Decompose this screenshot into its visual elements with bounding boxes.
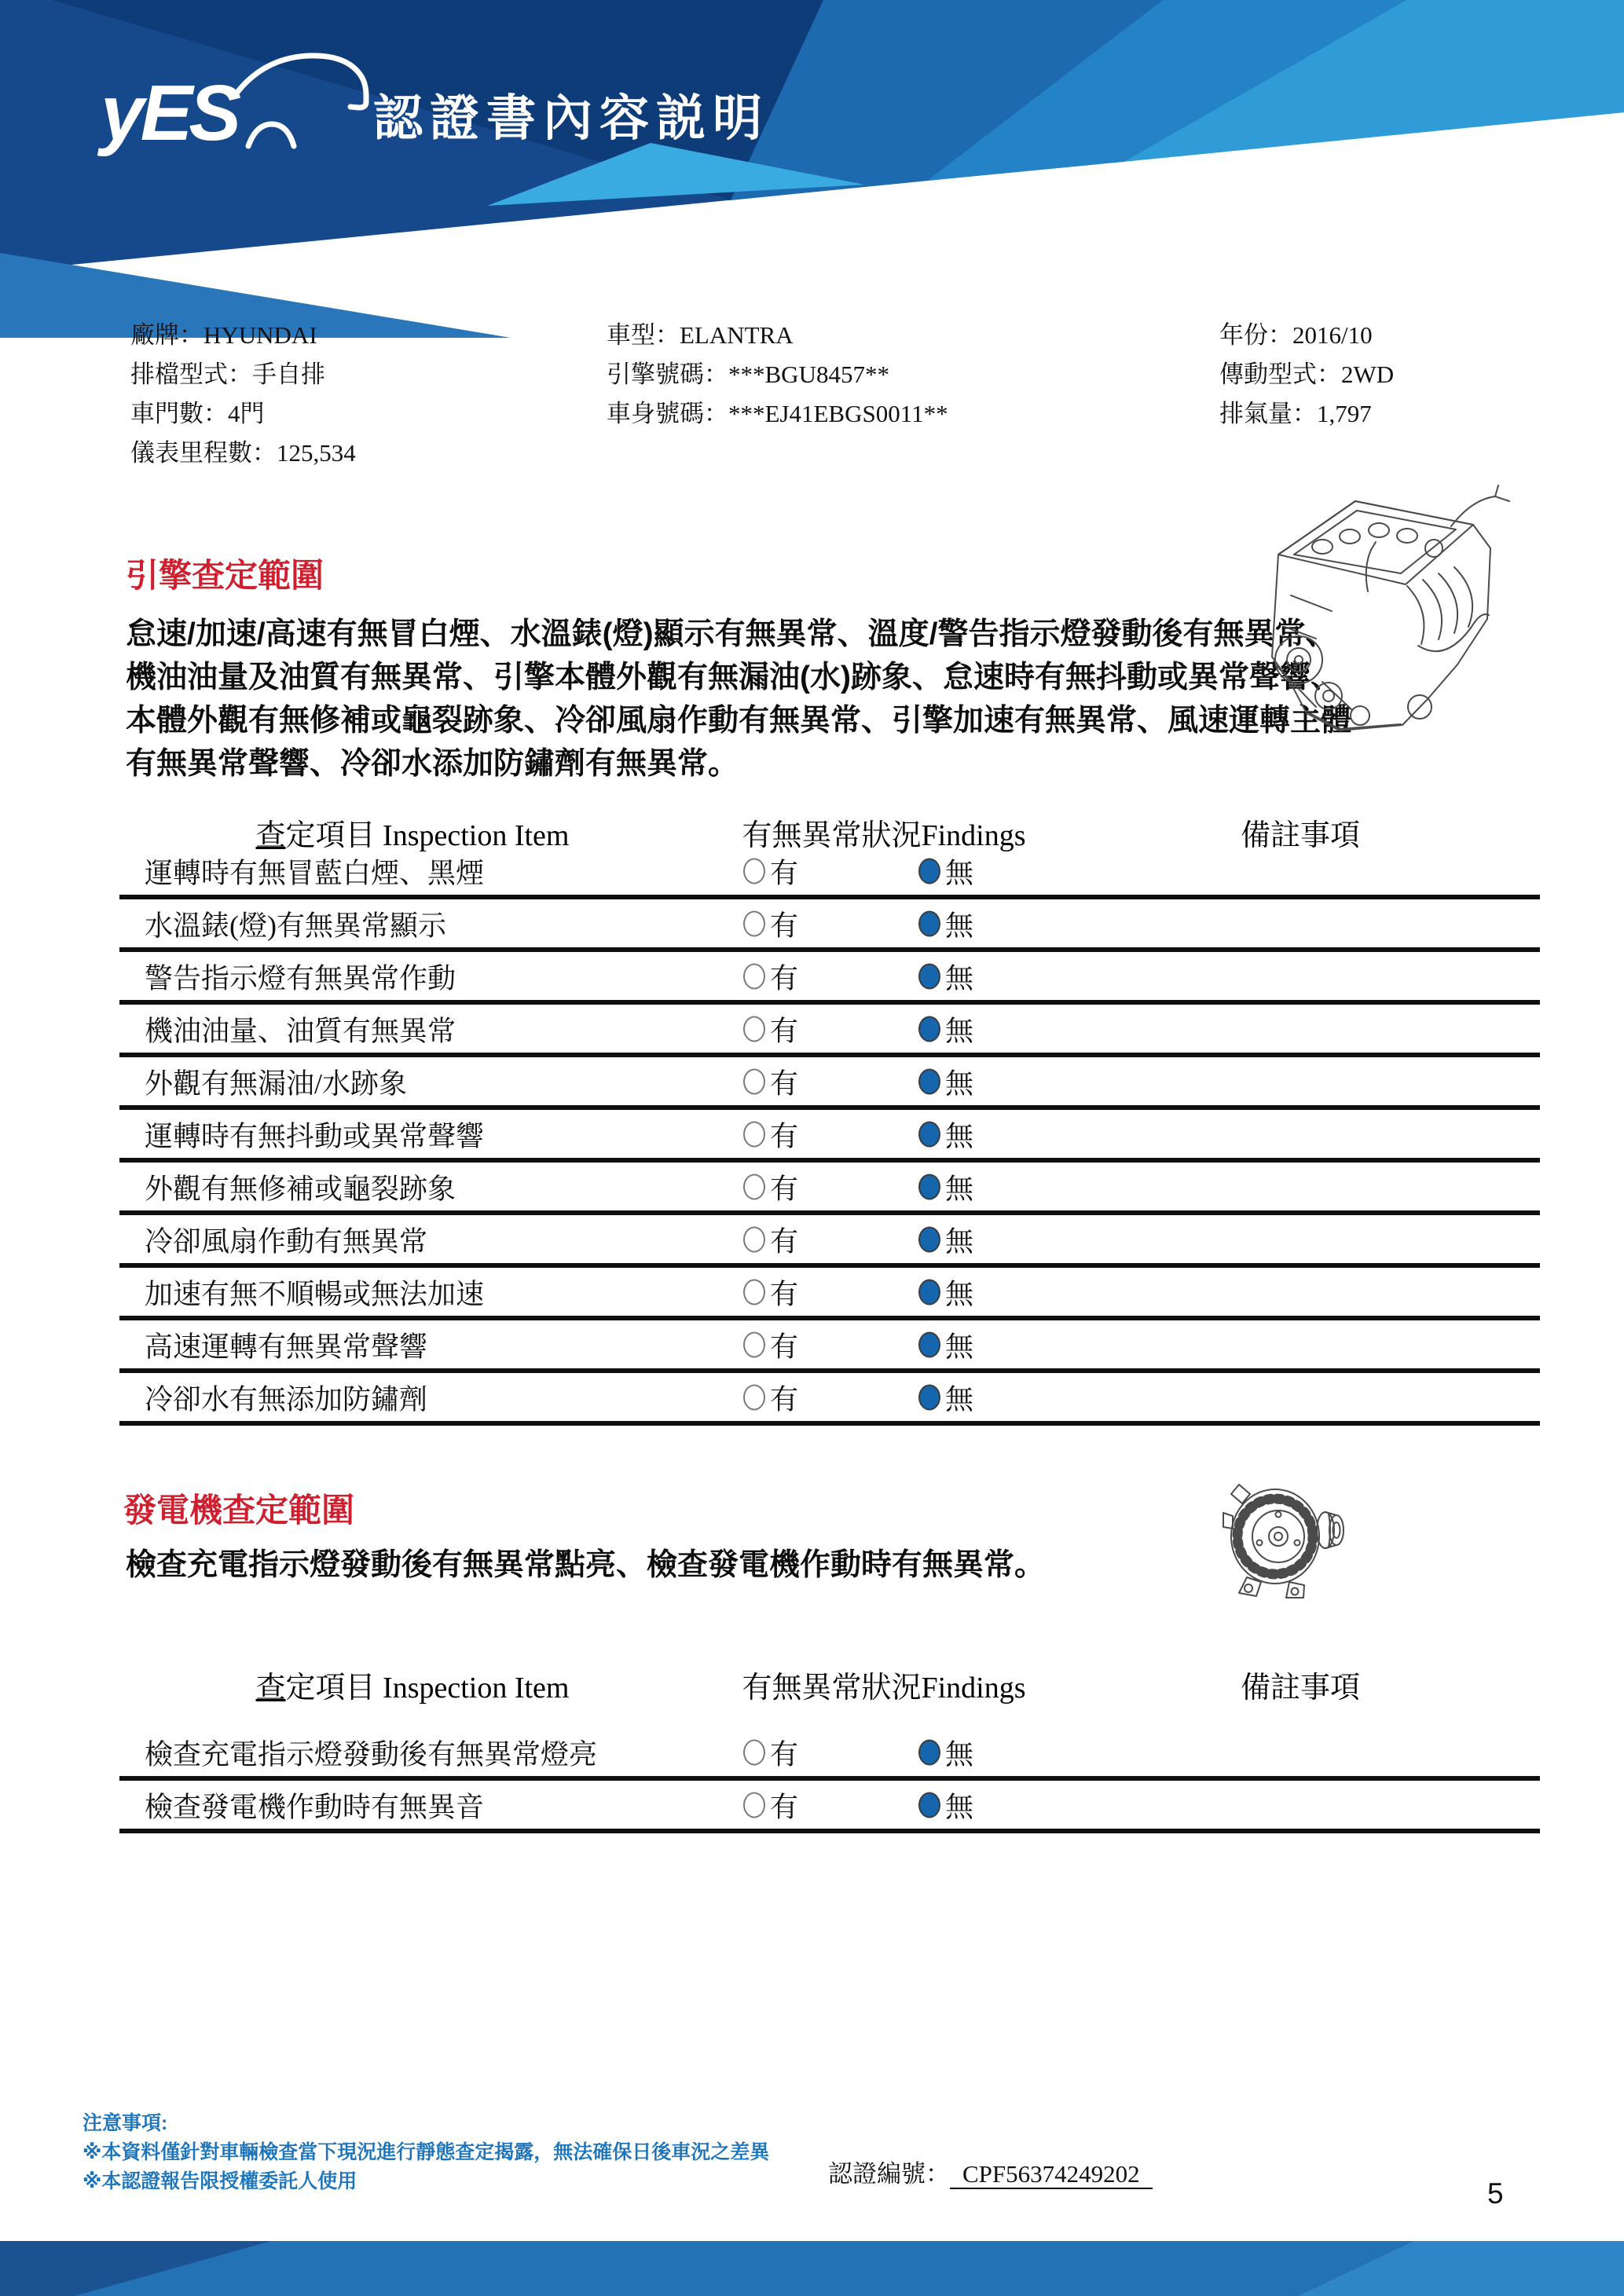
radio-yes[interactable] (743, 963, 765, 989)
footer-notes (82, 2109, 769, 2196)
finding-option-no (918, 1324, 973, 1364)
radio-yes[interactable] (743, 910, 765, 936)
radio-no-selected[interactable] (918, 1384, 940, 1410)
radio-yes[interactable] (743, 1174, 765, 1199)
finding-option-label: 無 (945, 910, 974, 941)
generator-table-header-findings: 有無異常狀況Findings (742, 1672, 1026, 1705)
finding-option-label: 有 (770, 1015, 799, 1046)
inspection-row (119, 847, 1540, 899)
vehicle-info-line: 車身號碼：***EJ41EBGS0011** (607, 400, 948, 427)
finding-option-label: 有 (770, 910, 799, 941)
finding-option-label: 無 (945, 1173, 974, 1204)
notes-title: 注意事項: (82, 2112, 168, 2134)
finding-option-no (918, 1061, 973, 1101)
vehicle-info-col2 (607, 316, 948, 434)
radio-yes[interactable] (743, 1121, 765, 1147)
radio-yes[interactable] (743, 1384, 765, 1410)
finding-option-label: 無 (945, 1225, 974, 1257)
radio-yes[interactable] (743, 1016, 765, 1042)
finding-option-label: 無 (945, 1278, 974, 1309)
inspection-item-label: 外觀有無修補或龜裂跡象 (145, 1173, 456, 1204)
finding-option-label: 無 (945, 1331, 974, 1362)
radio-yes[interactable] (743, 1279, 765, 1305)
finding-option-label: 無 (945, 962, 974, 994)
finding-option-label: 有 (770, 857, 799, 888)
finding-option-label: 無 (945, 1791, 974, 1822)
engine-table-header-remarks: 備註事項 (1240, 819, 1361, 852)
generator-section-title: 發電機查定範圍 (123, 1492, 355, 1529)
radio-no-selected[interactable] (918, 1174, 940, 1199)
inspection-row (119, 1005, 1540, 1057)
vehicle-info-line: 車門數：4門 (130, 400, 265, 427)
engine-section-description (126, 613, 1351, 785)
inspection-row (119, 1268, 1540, 1320)
inspection-item-label: 警告指示燈有無異常作動 (145, 962, 456, 994)
vehicle-info-line: 車型：ELANTRA (607, 321, 794, 349)
radio-no-selected[interactable] (918, 963, 940, 989)
radio-no-selected[interactable] (918, 1226, 940, 1252)
vehicle-info-line: 年份：2016/10 (1219, 321, 1373, 349)
finding-option-yes (743, 903, 798, 943)
inspection-item-label: 冷卻水有無添加防鏽劑 (145, 1383, 428, 1415)
finding-option-yes (743, 1061, 798, 1101)
finding-option-no (918, 903, 973, 943)
inspection-row (119, 1728, 1540, 1781)
finding-option-yes (743, 956, 798, 996)
generator-inspection-table (119, 1728, 1540, 1833)
vehicle-info-col1 (130, 316, 356, 473)
description-line: 有無異常聲響、冷卻水添加防鏽劑有無異常。 (126, 747, 739, 781)
finding-option-label: 有 (770, 962, 799, 994)
finding-option-yes (743, 1324, 798, 1364)
finding-option-label: 無 (945, 1738, 974, 1770)
inspection-item-label: 檢查發電機作動時有無異音 (145, 1791, 485, 1822)
footer-bar (0, 2241, 1624, 2296)
radio-no-selected[interactable] (918, 1792, 940, 1818)
generator-table-header-remarks: 備註事項 (1240, 1672, 1361, 1705)
inspection-item-label: 機油油量、油質有無異常 (145, 1015, 456, 1046)
certificate-number: CPF56374249202 (950, 2160, 1153, 2189)
finding-option-yes (743, 1732, 798, 1772)
vehicle-info-line: 傳動型式：2WD (1219, 361, 1395, 388)
finding-option-label: 無 (945, 857, 974, 888)
finding-option-label: 無 (945, 1120, 974, 1152)
finding-option-label: 有 (770, 1383, 799, 1415)
certificate-label: 認證編號： (828, 2160, 950, 2188)
finding-option-label: 有 (770, 1173, 799, 1204)
finding-option-label: 無 (945, 1383, 974, 1415)
description-line: 檢查充電指示燈發動後有無異常點亮、檢查發電機作動時有無異常。 (126, 1548, 1046, 1582)
radio-yes[interactable] (743, 1226, 765, 1252)
inspection-row (119, 1057, 1540, 1110)
vehicle-info-line: 儀表里程數：125,534 (130, 439, 356, 467)
finding-option-yes (743, 1219, 798, 1259)
radio-no-selected[interactable] (918, 1121, 940, 1147)
inspection-item-label: 運轉時有無冒藍白煙、黑煙 (145, 857, 485, 888)
inspection-row (119, 1320, 1540, 1373)
inspection-item-label: 運轉時有無抖動或異常聲響 (145, 1120, 485, 1152)
inspection-item-label: 外觀有無漏油/水跡象 (145, 1067, 408, 1099)
notes-list (82, 2138, 769, 2196)
finding-option-yes (743, 1009, 798, 1049)
finding-option-yes (743, 1166, 798, 1207)
finding-option-yes (743, 1114, 798, 1154)
finding-option-no (918, 1114, 973, 1154)
finding-option-yes (743, 1785, 798, 1825)
inspection-row (119, 1373, 1540, 1426)
vehicle-info-line: 引擎號碼：***BGU8457** (607, 361, 889, 388)
inspection-row (119, 1215, 1540, 1268)
engine-table-header-findings: 有無異常狀況Findings (742, 819, 1026, 852)
finding-option-label: 無 (945, 1015, 974, 1046)
finding-option-no (918, 1166, 973, 1207)
finding-option-no (918, 1009, 973, 1049)
vehicle-info-line: 廠牌：HYUNDAI (130, 321, 317, 349)
radio-yes[interactable] (743, 858, 765, 884)
yes-logo: yES (101, 69, 238, 157)
finding-option-label: 有 (770, 1120, 799, 1152)
finding-option-label: 有 (770, 1331, 799, 1362)
note-line: ※本資料僅針對車輛檢查當下現況進行靜態查定揭露，無法確保日後車況之差異 (82, 2141, 770, 2163)
radio-no-selected[interactable] (918, 1068, 940, 1094)
finding-option-label: 有 (770, 1791, 799, 1822)
page-number: 5 (1487, 2177, 1504, 2210)
inspection-item-label: 水溫錶(燈)有無異常顯示 (145, 910, 446, 941)
radio-no-selected[interactable] (918, 1739, 940, 1765)
inspection-row (119, 1781, 1540, 1833)
finding-option-no (918, 1785, 973, 1825)
finding-option-no (918, 1219, 973, 1259)
radio-no-selected[interactable] (918, 1016, 940, 1042)
finding-option-label: 無 (945, 1067, 974, 1099)
radio-no-selected[interactable] (918, 1331, 940, 1357)
finding-option-label: 有 (770, 1225, 799, 1257)
finding-option-label: 有 (770, 1738, 799, 1770)
radio-no-selected[interactable] (918, 858, 940, 884)
inspection-row (119, 1163, 1540, 1215)
page-title: 認證書內容説明 (373, 91, 769, 146)
inspection-item-label: 高速運轉有無異常聲響 (145, 1331, 428, 1362)
finding-option-no (918, 956, 973, 996)
inspection-item-label: 加速有無不順暢或無法加速 (145, 1278, 485, 1309)
finding-option-no (918, 1732, 973, 1772)
inspection-row (119, 899, 1540, 952)
finding-option-no (918, 1272, 973, 1312)
finding-option-yes (743, 1272, 798, 1312)
engine-table-header-item: 查定項目 Inspection Item (255, 819, 570, 852)
description-line: 本體外觀有無修補或龜裂跡象、冷卻風扇作動有無異常、引擎加速有無異常、風速運轉主體 (126, 704, 1352, 738)
finding-option-no (918, 1377, 973, 1417)
engine-illustration (1222, 454, 1520, 753)
radio-no-selected[interactable] (918, 1279, 940, 1305)
generator-section-description (126, 1543, 1045, 1587)
certificate-number-row (828, 2154, 1153, 2189)
finding-option-yes (743, 1377, 798, 1417)
radio-yes[interactable] (743, 1331, 765, 1357)
finding-option-label: 有 (770, 1278, 799, 1309)
finding-option-no (918, 851, 973, 891)
vehicle-info-col3 (1219, 316, 1394, 434)
radio-yes[interactable] (743, 1068, 765, 1094)
inspection-row (119, 1110, 1540, 1163)
radio-no-selected[interactable] (918, 910, 940, 936)
description-line: 怠速/加速/高速有無冒白煙、水溫錶(燈)顯示有無異常、溫度/警告指示燈發動後有無異常、 (126, 617, 1336, 651)
engine-inspection-table (119, 847, 1540, 1426)
vehicle-info-line: 排氣量：1,797 (1219, 400, 1372, 427)
generator-table-header-item: 查定項目 Inspection Item (255, 1672, 570, 1705)
description-line: 機油油量及油質有無異常、引擎本體外觀有無漏油(水)跡象、怠速時有無抖動或異常聲響、 (126, 661, 1341, 694)
page-header-banner (0, 0, 1624, 338)
vehicle-info-line: 排檔型式：手自排 (130, 361, 325, 388)
inspection-row (119, 952, 1540, 1005)
inspection-item-label: 檢查充電指示燈發動後有無異常燈亮 (145, 1738, 598, 1770)
radio-yes[interactable] (743, 1792, 765, 1818)
finding-option-label: 有 (770, 1067, 799, 1099)
radio-yes[interactable] (743, 1739, 765, 1765)
note-line: ※本認證報告限授權委託人使用 (82, 2170, 357, 2192)
alternator-illustration (1220, 1475, 1358, 1601)
engine-section-title: 引擎查定範圍 (126, 557, 324, 594)
inspection-item-label: 冷卻風扇作動有無異常 (145, 1225, 428, 1257)
finding-option-yes (743, 851, 798, 891)
